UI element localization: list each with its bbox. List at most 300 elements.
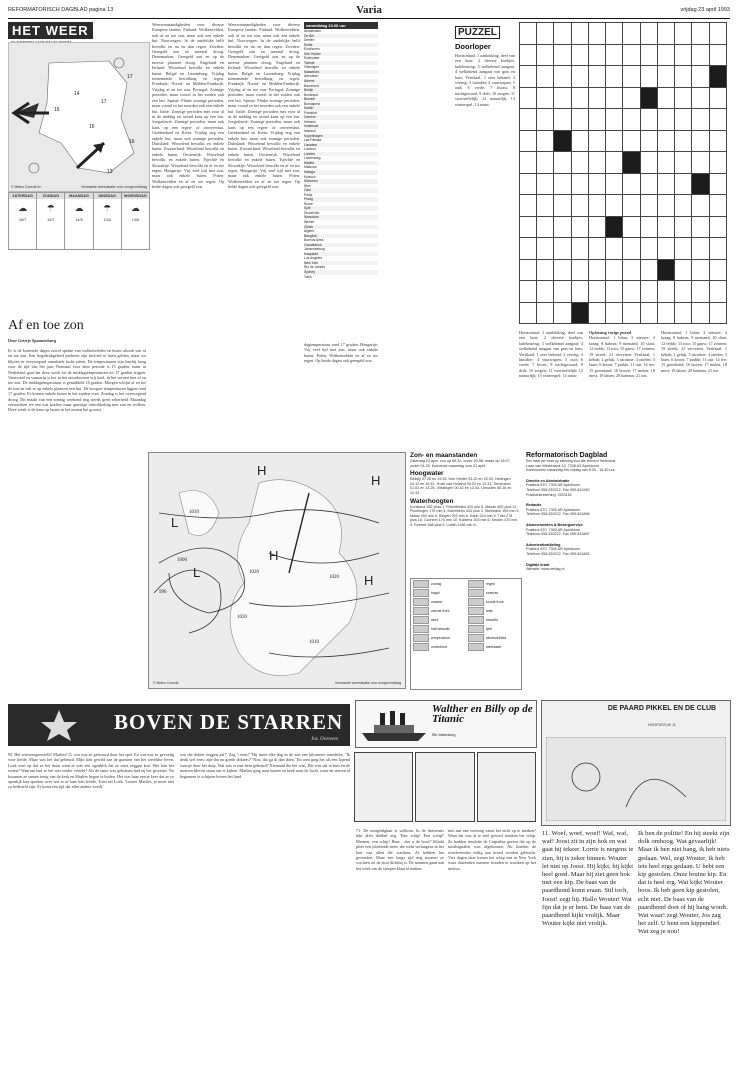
legend-swatch-icon bbox=[413, 598, 429, 606]
city-name: Zürich bbox=[304, 224, 314, 229]
rd-line: Telefoon 055-539222. Fax 055-541887 bbox=[526, 532, 590, 537]
rd-line: Postbus 670, 7300 AR Apeldoorn bbox=[526, 527, 581, 532]
grid-cell[interactable] bbox=[571, 66, 588, 88]
europe-map-graphic bbox=[149, 453, 405, 688]
forecast-day: ZATERDAG ☁ 16/7 bbox=[9, 193, 37, 249]
grid-cell[interactable] bbox=[571, 173, 588, 195]
legend-swatch-icon bbox=[413, 625, 429, 633]
grid-cell[interactable] bbox=[520, 44, 537, 66]
rd-line: Directie en Administratie bbox=[526, 478, 570, 483]
grid-cell[interactable] bbox=[640, 152, 657, 174]
grid-cell[interactable] bbox=[520, 152, 537, 174]
grid-cell[interactable] bbox=[623, 195, 640, 217]
grid-cell[interactable] bbox=[520, 302, 537, 324]
grid-cell[interactable] bbox=[692, 302, 709, 324]
legend-item bbox=[466, 642, 521, 651]
cloud-icon: ☁ bbox=[74, 203, 84, 213]
grid-cell[interactable] bbox=[606, 23, 623, 45]
page-header bbox=[8, 4, 730, 19]
low-pressure-label: L bbox=[171, 515, 179, 530]
grid-cell[interactable] bbox=[640, 87, 657, 109]
city-name: Istanbul bbox=[304, 129, 316, 134]
grid-cell[interactable] bbox=[606, 44, 623, 66]
grid-cell[interactable] bbox=[675, 109, 692, 131]
svg-text:17: 17 bbox=[127, 74, 133, 80]
svg-text:1020: 1020 bbox=[249, 570, 259, 575]
legend-item bbox=[411, 597, 466, 606]
legend-item bbox=[466, 633, 521, 642]
grid-cell[interactable] bbox=[657, 302, 674, 324]
grid-cell[interactable] bbox=[709, 130, 726, 152]
grid-cell[interactable] bbox=[520, 195, 537, 217]
table-row bbox=[304, 275, 378, 280]
city-name: Malaga bbox=[304, 169, 315, 174]
grid-cell[interactable] bbox=[520, 173, 537, 195]
grid-cell[interactable] bbox=[606, 87, 623, 109]
grid-cell[interactable] bbox=[675, 152, 692, 174]
city-name: Helsinki bbox=[304, 119, 316, 124]
legend-label: weerkaart bbox=[486, 644, 502, 649]
titanic-strip-header bbox=[355, 700, 537, 748]
grid-cell[interactable] bbox=[640, 281, 657, 303]
grid-cell[interactable] bbox=[588, 87, 605, 109]
grid-cell[interactable] bbox=[675, 66, 692, 88]
grid-cell[interactable] bbox=[537, 66, 554, 88]
europe-weather-text-1: Weersomstandigheden voor diverse Europese landen. Finland: Wolkenvelden, ook af en toe zon, maar ook een enkele bui. Noorwegen: In de zuidelijke helft bewolkt en nu en dan regen. Zweden: Geregeld zon en meestal droog. Denemarken: Geregeld zon en op de meeste plaatsen droog. Engeland en Ierland: Wisselend bewolkt en enkele buien. België en Luxemburg: Vrijdag toenemende bewolking en regen. Frankrijk: Noord- en Midden-Frankrijk: Vrijdag af en toe zon. Portugal: Zonnige perioden, maar vooral in het zuiden ook een bui. Spanje: Flinke zonnige perioden, maar vooral in het noorden ook een enkele bui. Italië: Zonnige perioden met voor al in de middag en avond kans op een bui. Joegoslavië: Zonnige perioden, maar ook kans op een regen- of onweersbui. Griekenland en Kreta: Vrijdag nog een enkele bui, maar ook zonnige perioden. Duitsland: Wisselend bewolkt en enkele buien. Zwitserland: Wisselend bewolkt en enkele buien. Oostenrijk: Wisselend bewolkt en enkele buien. Tsjechië en Slowakije: Wisselend bewolkt en af en toe regen. Hongarije: Vrij veel tijd met zon, maar ook enkele buien. Polen: Wolkenvelden en af en toe regen. Op beide dagen ook geregeld zon. bbox=[152, 22, 224, 190]
grid-cell[interactable] bbox=[571, 281, 588, 303]
grid-cell[interactable] bbox=[606, 173, 623, 195]
city-name: Kopenhagen bbox=[304, 133, 323, 138]
grid-cell[interactable] bbox=[657, 281, 674, 303]
city-name: Warschau bbox=[304, 215, 319, 220]
grid-cell[interactable] bbox=[640, 44, 657, 66]
grid-cell[interactable] bbox=[554, 23, 571, 45]
grid-cell[interactable] bbox=[554, 44, 571, 66]
feuilleton-author: Joz. Overeem bbox=[310, 737, 338, 742]
rd-line: Website: www.refdag.nl bbox=[526, 567, 565, 572]
city-name: Twente bbox=[304, 60, 315, 65]
svg-text:990: 990 bbox=[159, 590, 167, 595]
article-body: Er is de komende dagen zowel sprake van wolkenvelden en buien alsook van af en toe zon. Een hogedrukgebied probeert zijn invloed te laten gelden, maar we blijven in overwegend onstabiele lucht zitten. De temperaturen zijn hierbij hoog voor de tijd van het jaar. Normaal voor deze periode is 15 graden, maar in Nederland gaat het deze week tot de middagtemperaturen tot 17 graden stijgen. Vanavond en vannacht is het in het noordoosten vrij koel, in het westen met af en toe zon. De middagtemperatuur is gemiddeld 16 graden. Morgen schijnt af en toe de zon en valt er op enkele plaatsen een bui. De hoogste temperaturen liggen rond 17 graden. Er komen enkele buien in het zuiden voor. Zondag is het overwegend droog. Dit maakt van een zonnig weekend nog steeds geen zekerheid. Maandag verwachten we een wat koelere maar gunstige ontwikkeling met zon en wolken. Deze week is de kans op buien in het oosten het grootst. bbox=[8, 348, 146, 413]
grid-cell[interactable] bbox=[571, 216, 588, 238]
grid-cell[interactable] bbox=[640, 238, 657, 260]
forecast-day: DINSDAG ☂ 13/6 bbox=[94, 193, 122, 249]
grid-cell[interactable] bbox=[606, 238, 623, 260]
story-col-2: Ik ben de politie! En hij steekt zijn dolk omhoog. Wat gevaarlijk! Maar ik ben niet bang, ik heb niets gedaan. Wel, zegt Wouter, ik heb iets heel ergs gedaan. U hebt een kip gestolen. Onze bruine kip. En dat is heel erg. Wat kijkt Wouter boos. Ik heb geen kip gestolen, echt niet. De baas van de paardhond doet of hij bang wordt. Wat waar! zegt Wouter, Jos zag het zelf. U bent een kippendief. Wat zeg je nou! bbox=[638, 830, 730, 936]
grid-cell[interactable] bbox=[657, 238, 674, 260]
grid-cell[interactable] bbox=[520, 281, 537, 303]
grid-cell[interactable] bbox=[588, 23, 605, 45]
legend-item bbox=[466, 606, 521, 615]
grid-cell[interactable] bbox=[537, 281, 554, 303]
grid-cell[interactable] bbox=[571, 44, 588, 66]
grid-cell[interactable] bbox=[537, 216, 554, 238]
puzzle-clues: Horizontaal: 1 aanlokking, deel van een huis; 2 diverse koekjes, ladekeuring; 3 welkekend aangaat; 4 welkekend aangaat van gras en hars; Vertikaal: 1 zeer bekend; 2 veertig; 3 huisdier; 4 vuurwapen; 5 oud; 6 vrede; 7 kwast, 8 nachtgewaad; 9 drift; 10 zorgen; 11 voortreffelijk; 12 natuurlijk; 13 winterspel; 14 nauw. bbox=[455, 53, 515, 107]
legend-label: warme front bbox=[431, 608, 450, 613]
grid-cell[interactable] bbox=[571, 152, 588, 174]
city-name: New York bbox=[304, 260, 318, 265]
svg-text:16: 16 bbox=[89, 124, 95, 130]
crossword-grid[interactable] bbox=[519, 22, 727, 324]
grid-cell[interactable] bbox=[554, 130, 571, 152]
grid-row bbox=[520, 173, 727, 195]
grid-cell[interactable] bbox=[520, 66, 537, 88]
grid-cell[interactable] bbox=[675, 195, 692, 217]
forecast-day: MAANDAG ☁ 14/6 bbox=[65, 193, 93, 249]
puzzle-logo bbox=[455, 22, 513, 38]
grid-row bbox=[520, 66, 727, 88]
rd-line: Postbankrekening: 2533161 bbox=[526, 492, 572, 497]
city-name: Athene bbox=[304, 79, 315, 84]
svg-text:1010: 1010 bbox=[309, 640, 319, 645]
grid-cell[interactable] bbox=[640, 216, 657, 238]
legend-label: hagel bbox=[431, 590, 440, 595]
grid-cell[interactable] bbox=[692, 130, 709, 152]
city-name: Vlissingen bbox=[304, 65, 320, 70]
grid-cell[interactable] bbox=[520, 130, 537, 152]
grid-cell[interactable] bbox=[640, 130, 657, 152]
legend-item bbox=[411, 642, 466, 651]
svg-text:14: 14 bbox=[74, 91, 80, 97]
city-name: Las Palmas bbox=[304, 138, 322, 143]
rd-colofon bbox=[526, 452, 728, 688]
city-name: Oslo bbox=[304, 188, 311, 193]
feuilleton-title: BOVEN DE STARREN bbox=[114, 710, 344, 734]
legend-item bbox=[466, 579, 521, 588]
cloud-rain-icon: ☂ bbox=[46, 203, 55, 213]
rd-line: Digitale krant bbox=[526, 562, 550, 567]
grid-cell[interactable] bbox=[709, 281, 726, 303]
grid-cell[interactable] bbox=[588, 302, 605, 324]
grid-cell[interactable] bbox=[657, 195, 674, 217]
grid-cell[interactable] bbox=[709, 302, 726, 324]
grid-cell[interactable] bbox=[588, 44, 605, 66]
grid-cell[interactable] bbox=[588, 259, 605, 281]
pikkel-title: DE PAARD PIKKEL EN DE CLUB bbox=[607, 705, 717, 712]
grid-cell[interactable] bbox=[692, 23, 709, 45]
grid-cell[interactable] bbox=[623, 238, 640, 260]
grid-cell[interactable] bbox=[537, 195, 554, 217]
grid-cell[interactable] bbox=[623, 44, 640, 66]
grid-cell[interactable] bbox=[657, 259, 674, 281]
forecast-day: WOENSDAG ☁ 14/6 bbox=[122, 193, 149, 249]
grid-cell[interactable] bbox=[537, 23, 554, 45]
netherlands-weather-map bbox=[8, 42, 150, 192]
grid-cell[interactable] bbox=[675, 302, 692, 324]
grid-cell[interactable] bbox=[623, 152, 640, 174]
grid-cell[interactable] bbox=[709, 173, 726, 195]
grid-cell[interactable] bbox=[537, 173, 554, 195]
grid-row bbox=[520, 152, 727, 174]
grid-cell[interactable] bbox=[692, 109, 709, 131]
legend-item bbox=[466, 597, 521, 606]
grid-cell[interactable] bbox=[588, 109, 605, 131]
grid-cell[interactable] bbox=[692, 216, 709, 238]
legend-swatch-icon bbox=[468, 616, 484, 624]
grid-cell[interactable] bbox=[623, 109, 640, 131]
city-name: Sydney bbox=[304, 269, 315, 274]
grid-cell[interactable] bbox=[588, 281, 605, 303]
legend-swatch-icon bbox=[413, 643, 429, 651]
comic-panel bbox=[415, 752, 474, 822]
grid-cell[interactable] bbox=[692, 281, 709, 303]
legend-swatch-icon bbox=[413, 589, 429, 597]
pikkel-subtitle: HOOFDSTUK 11 bbox=[647, 723, 676, 727]
grid-cell[interactable] bbox=[657, 109, 674, 131]
legend-swatch-icon bbox=[468, 625, 484, 633]
grid-cell[interactable] bbox=[623, 173, 640, 195]
waterhoogten-body: Konstanz 382 pluis 1. Rheinfelden 320 min 6. Maxau 502 plus 12. Plochingen 175 min 4. Mannheim 443 plus 3. Steinbach 155 min 5. Mainz 292 min 6. Bingen 202 min 6. Kaub 244 min 6. Trier 278 plus 16. Cochem 170 min 10. Koblenz 303 min 6. Keulen 470 min 9. Ruhrort 368 plus 5. Lobith 1166 min 5. bbox=[410, 504, 520, 527]
city-name: Bangkok bbox=[304, 233, 317, 238]
svg-text:1020: 1020 bbox=[329, 575, 339, 580]
legend-item bbox=[411, 624, 466, 633]
grid-row bbox=[520, 238, 727, 260]
grid-cell[interactable] bbox=[537, 87, 554, 109]
grid-cell[interactable] bbox=[588, 130, 605, 152]
grid-cell[interactable] bbox=[640, 259, 657, 281]
legend-label: onderfront bbox=[431, 644, 447, 649]
crossword-table[interactable] bbox=[519, 22, 727, 324]
pikkel-drawing bbox=[546, 737, 726, 821]
grid-cell[interactable] bbox=[606, 195, 623, 217]
grid-cell[interactable] bbox=[554, 238, 571, 260]
bigmap-credit: © Meteo Consult bbox=[153, 681, 179, 686]
grid-cell[interactable] bbox=[675, 281, 692, 303]
puzzle-title: Doorloper bbox=[455, 42, 491, 51]
legend-label: onweer bbox=[431, 599, 443, 604]
grid-cell[interactable] bbox=[588, 152, 605, 174]
city-name: Parijs bbox=[304, 192, 313, 197]
grid-cell[interactable] bbox=[675, 23, 692, 45]
grid-cell[interactable] bbox=[606, 130, 623, 152]
grid-cell[interactable] bbox=[554, 195, 571, 217]
grid-cell[interactable] bbox=[657, 66, 674, 88]
weather-legend bbox=[410, 578, 522, 690]
grid-cell[interactable] bbox=[537, 109, 554, 131]
city-name: Wenen bbox=[304, 219, 315, 224]
grid-cell[interactable] bbox=[571, 302, 588, 324]
grid-cell[interactable] bbox=[623, 259, 640, 281]
grid-cell[interactable] bbox=[520, 109, 537, 131]
grid-cell[interactable] bbox=[554, 87, 571, 109]
grid-cell[interactable] bbox=[657, 216, 674, 238]
rd-line: Abonnementen & Bezorgservice bbox=[526, 522, 583, 527]
weer-logo bbox=[8, 22, 140, 40]
header-left: REFORMATORISCH DAGBLAD pagina 13 bbox=[8, 7, 114, 13]
city-name: Mallorca bbox=[304, 165, 317, 170]
legend-swatch-icon bbox=[413, 607, 429, 615]
grid-cell[interactable] bbox=[554, 302, 571, 324]
city-name: Luxemburg bbox=[304, 156, 321, 161]
grid-cell[interactable] bbox=[657, 152, 674, 174]
grid-cell[interactable] bbox=[571, 238, 588, 260]
high-pressure-label: H bbox=[257, 463, 267, 478]
grid-cell[interactable] bbox=[675, 238, 692, 260]
city-name: Stockholm bbox=[304, 210, 320, 215]
city-name: Brussel bbox=[304, 97, 315, 102]
titanic-text-1: 71. De morgenlgkan is welkom. In de duisternis lukt alles dubbel zeg. 'Een schip! Een schip!' Mensen, een schip! Haar... ziet u de boot?' Klinkt plots een jubelende stem, die wekt verlangens in het hart van allen die wachten. Ze hebben het gevonden. Maar een lange tijd nog moeten ze wachten tot de boot dichtbij is. De mannen gaan aan het werk om de sloepen klaar te maken. bbox=[356, 828, 444, 871]
city-temperature-table bbox=[304, 22, 378, 338]
grid-cell[interactable] bbox=[675, 173, 692, 195]
grid-cell[interactable] bbox=[520, 87, 537, 109]
grid-row bbox=[520, 87, 727, 109]
grid-cell[interactable] bbox=[692, 259, 709, 281]
article-byline: Door Grietje Spannenburg bbox=[8, 338, 57, 343]
city-name: Los Angeles bbox=[304, 256, 322, 261]
grid-cell[interactable] bbox=[537, 44, 554, 66]
grid-cell[interactable] bbox=[623, 302, 640, 324]
legend-item bbox=[411, 606, 466, 615]
grid-cell[interactable] bbox=[554, 152, 571, 174]
grid-cell[interactable] bbox=[675, 130, 692, 152]
grid-cell[interactable] bbox=[657, 23, 674, 45]
grid-cell[interactable] bbox=[640, 173, 657, 195]
legend-label: regen bbox=[486, 581, 495, 586]
grid-cell[interactable] bbox=[588, 195, 605, 217]
grid-cell[interactable] bbox=[571, 195, 588, 217]
legend-item bbox=[411, 633, 466, 642]
grid-cell[interactable] bbox=[709, 238, 726, 260]
grid-cell[interactable] bbox=[554, 173, 571, 195]
grid-cell[interactable] bbox=[623, 216, 640, 238]
grid-cell[interactable] bbox=[537, 130, 554, 152]
grid-cell[interactable] bbox=[554, 216, 571, 238]
grid-cell[interactable] bbox=[709, 23, 726, 45]
grid-cell[interactable] bbox=[709, 109, 726, 131]
grid-cell[interactable] bbox=[537, 152, 554, 174]
rd-line: Kantooruren maandag t/m vrijdag van 8.00 - 16.30 uur bbox=[526, 468, 615, 473]
grid-cell[interactable] bbox=[623, 130, 640, 152]
grid-cell[interactable] bbox=[571, 259, 588, 281]
grid-cell[interactable] bbox=[623, 66, 640, 88]
city-name: Algiers bbox=[304, 229, 315, 234]
grid-cell[interactable] bbox=[709, 44, 726, 66]
grid-cell[interactable] bbox=[640, 23, 657, 45]
grid-cell[interactable] bbox=[606, 152, 623, 174]
city-name: Moskou bbox=[304, 174, 316, 179]
legend-item bbox=[411, 588, 466, 597]
rd-line: Telefoon 055-539222. Fax 055-541940 bbox=[526, 487, 590, 492]
grid-cell[interactable] bbox=[571, 87, 588, 109]
grid-cell[interactable] bbox=[520, 23, 537, 45]
grid-cell[interactable] bbox=[692, 152, 709, 174]
grid-cell[interactable] bbox=[571, 130, 588, 152]
grid-cell[interactable] bbox=[657, 173, 674, 195]
grid-cell[interactable] bbox=[606, 66, 623, 88]
grid-cell[interactable] bbox=[571, 109, 588, 131]
grid-cell[interactable] bbox=[554, 109, 571, 131]
city-name: Johannesburg bbox=[304, 247, 325, 252]
city-name: München bbox=[304, 179, 318, 184]
grid-cell[interactable] bbox=[554, 281, 571, 303]
grid-cell[interactable] bbox=[537, 302, 554, 324]
grid-cell[interactable] bbox=[606, 216, 623, 238]
grid-cell[interactable] bbox=[520, 259, 537, 281]
grid-cell[interactable] bbox=[692, 66, 709, 88]
grid-cell[interactable] bbox=[554, 259, 571, 281]
low-pressure-label: L bbox=[193, 565, 201, 580]
city-name: Buenos Aires bbox=[304, 238, 324, 243]
grid-cell[interactable] bbox=[623, 281, 640, 303]
solution-title: Oplossing vorige puzzel bbox=[589, 330, 632, 335]
grid-cell[interactable] bbox=[606, 302, 623, 324]
hoogwater-title: Hoogwater bbox=[410, 470, 444, 478]
grid-cell[interactable] bbox=[588, 216, 605, 238]
grid-cell[interactable] bbox=[640, 109, 657, 131]
grid-row bbox=[520, 23, 727, 45]
grid-cell[interactable] bbox=[675, 259, 692, 281]
grid-cell[interactable] bbox=[709, 87, 726, 109]
grid-cell[interactable] bbox=[606, 281, 623, 303]
grid-cell[interactable] bbox=[588, 173, 605, 195]
grid-cell[interactable] bbox=[520, 216, 537, 238]
solution-text: Horizontaal: 1 bilan; 3 nieuwe; 4 kraag; 8 habeas; 9 niemand; 10 slaat; 12 feddo; 13 toto; 15 gauw; 17 zonnen; 19 streek; 21 vervetten. Vertikaal: 1 kebab; 2 geluk; 3 nicotine; 4 ratelen; 5 laars; 6 kroon; 7 paddo; 11 uur; 14 fee; 15 groenland; 16 boven; 17 molen; 18 mest; 19 latten; 20 komma; 21 ton. bbox=[589, 335, 655, 379]
feuilleton-col-2: wat die dokter zeggen zal?' 'Zeg 't eens!' 'Hij moet elke dag in de zon een kilometer wandelen.' 'Ik denk wel eens: zijn dat nu goede dokters?' 'Nou, dat ga ik dan doen.' En toen ging het als een lopend vuurtje door het dorp. Wat was er met hem gebeurd? Niemand die het wist. Het was stil in huis en de mensen bleven staan om te kijken. Marlies ging naar buiten en keek naar de lucht, waar de sterren al begonnen te schijnen boven het land. bbox=[180, 752, 350, 779]
grid-cell[interactable] bbox=[623, 87, 640, 109]
grid-cell[interactable] bbox=[588, 66, 605, 88]
grid-cell[interactable] bbox=[675, 216, 692, 238]
grid-cell[interactable] bbox=[640, 66, 657, 88]
grid-cell[interactable] bbox=[692, 238, 709, 260]
grid-cell[interactable] bbox=[709, 195, 726, 217]
grid-cell[interactable] bbox=[640, 195, 657, 217]
city-name: Lissabon bbox=[304, 142, 318, 147]
city-name: Barcelona bbox=[304, 83, 319, 88]
grid-cell[interactable] bbox=[709, 152, 726, 174]
grid-cell[interactable] bbox=[709, 259, 726, 281]
grid-cell[interactable] bbox=[692, 195, 709, 217]
grid-cell[interactable] bbox=[606, 259, 623, 281]
grid-cell[interactable] bbox=[554, 66, 571, 88]
puzzle-logo-text: PUZZEL bbox=[455, 26, 500, 39]
grid-cell[interactable] bbox=[657, 130, 674, 152]
city-name: Rotterdam bbox=[304, 56, 320, 61]
grid-cell[interactable] bbox=[675, 87, 692, 109]
grid-cell[interactable] bbox=[588, 238, 605, 260]
city-name: Locarno bbox=[304, 147, 316, 152]
grid-cell[interactable] bbox=[520, 238, 537, 260]
legend-label: ijzel bbox=[486, 626, 493, 631]
zon-title: Zon- en maanstanden bbox=[410, 452, 478, 459]
grid-cell[interactable] bbox=[640, 302, 657, 324]
grid-cell[interactable] bbox=[571, 23, 588, 45]
legend-item bbox=[466, 624, 521, 633]
legend-item bbox=[411, 579, 466, 588]
city-name: Split bbox=[304, 206, 311, 211]
grid-cell[interactable] bbox=[606, 109, 623, 131]
bigmap-note: Verwachte weersituatie voor morgenmiddag bbox=[335, 681, 401, 686]
titanic-title: Walther en Billy op de Titanic bbox=[432, 703, 533, 725]
grid-cell[interactable] bbox=[623, 23, 640, 45]
puzzle-text-continued: Horizontaal: 1 aanlokking, deel van een huis; 2 diverse koekjes, ladekeuring; 3 welkekend aangaat; 4 welkekend aangaat van gras en hars; Vertikaal: 1 zeer bekend; 2 veertig; 3 huisdier; 4 vuurwapen; 5 oud; 6 vrede; 7 kwast, 8 nachtgewaad; 9 drift; 10 zorgen; 11 voortreffelijk; 12 natuurlijk; 13 winterspel; 14 nauw. bbox=[519, 330, 583, 379]
grid-cell[interactable] bbox=[537, 259, 554, 281]
table-header: vanmiddag 13.00 uur bbox=[304, 22, 378, 29]
grid-cell[interactable] bbox=[675, 44, 692, 66]
waterhoogten-title: Waterhoogten bbox=[410, 497, 454, 505]
high-pressure-label: H bbox=[371, 473, 381, 488]
grid-cell[interactable] bbox=[709, 216, 726, 238]
weer-logo-word: HET WEER bbox=[8, 22, 93, 39]
grid-cell[interactable] bbox=[657, 44, 674, 66]
grid-cell[interactable] bbox=[692, 44, 709, 66]
grid-cell[interactable] bbox=[692, 87, 709, 109]
grid-cell[interactable] bbox=[692, 173, 709, 195]
grid-cell[interactable] bbox=[709, 66, 726, 88]
svg-text:1010: 1010 bbox=[189, 510, 199, 515]
rd-line: Telefoon 055-539222. Fax 055-541868 bbox=[526, 512, 590, 517]
grid-cell[interactable] bbox=[657, 87, 674, 109]
grid-cell[interactable] bbox=[537, 238, 554, 260]
